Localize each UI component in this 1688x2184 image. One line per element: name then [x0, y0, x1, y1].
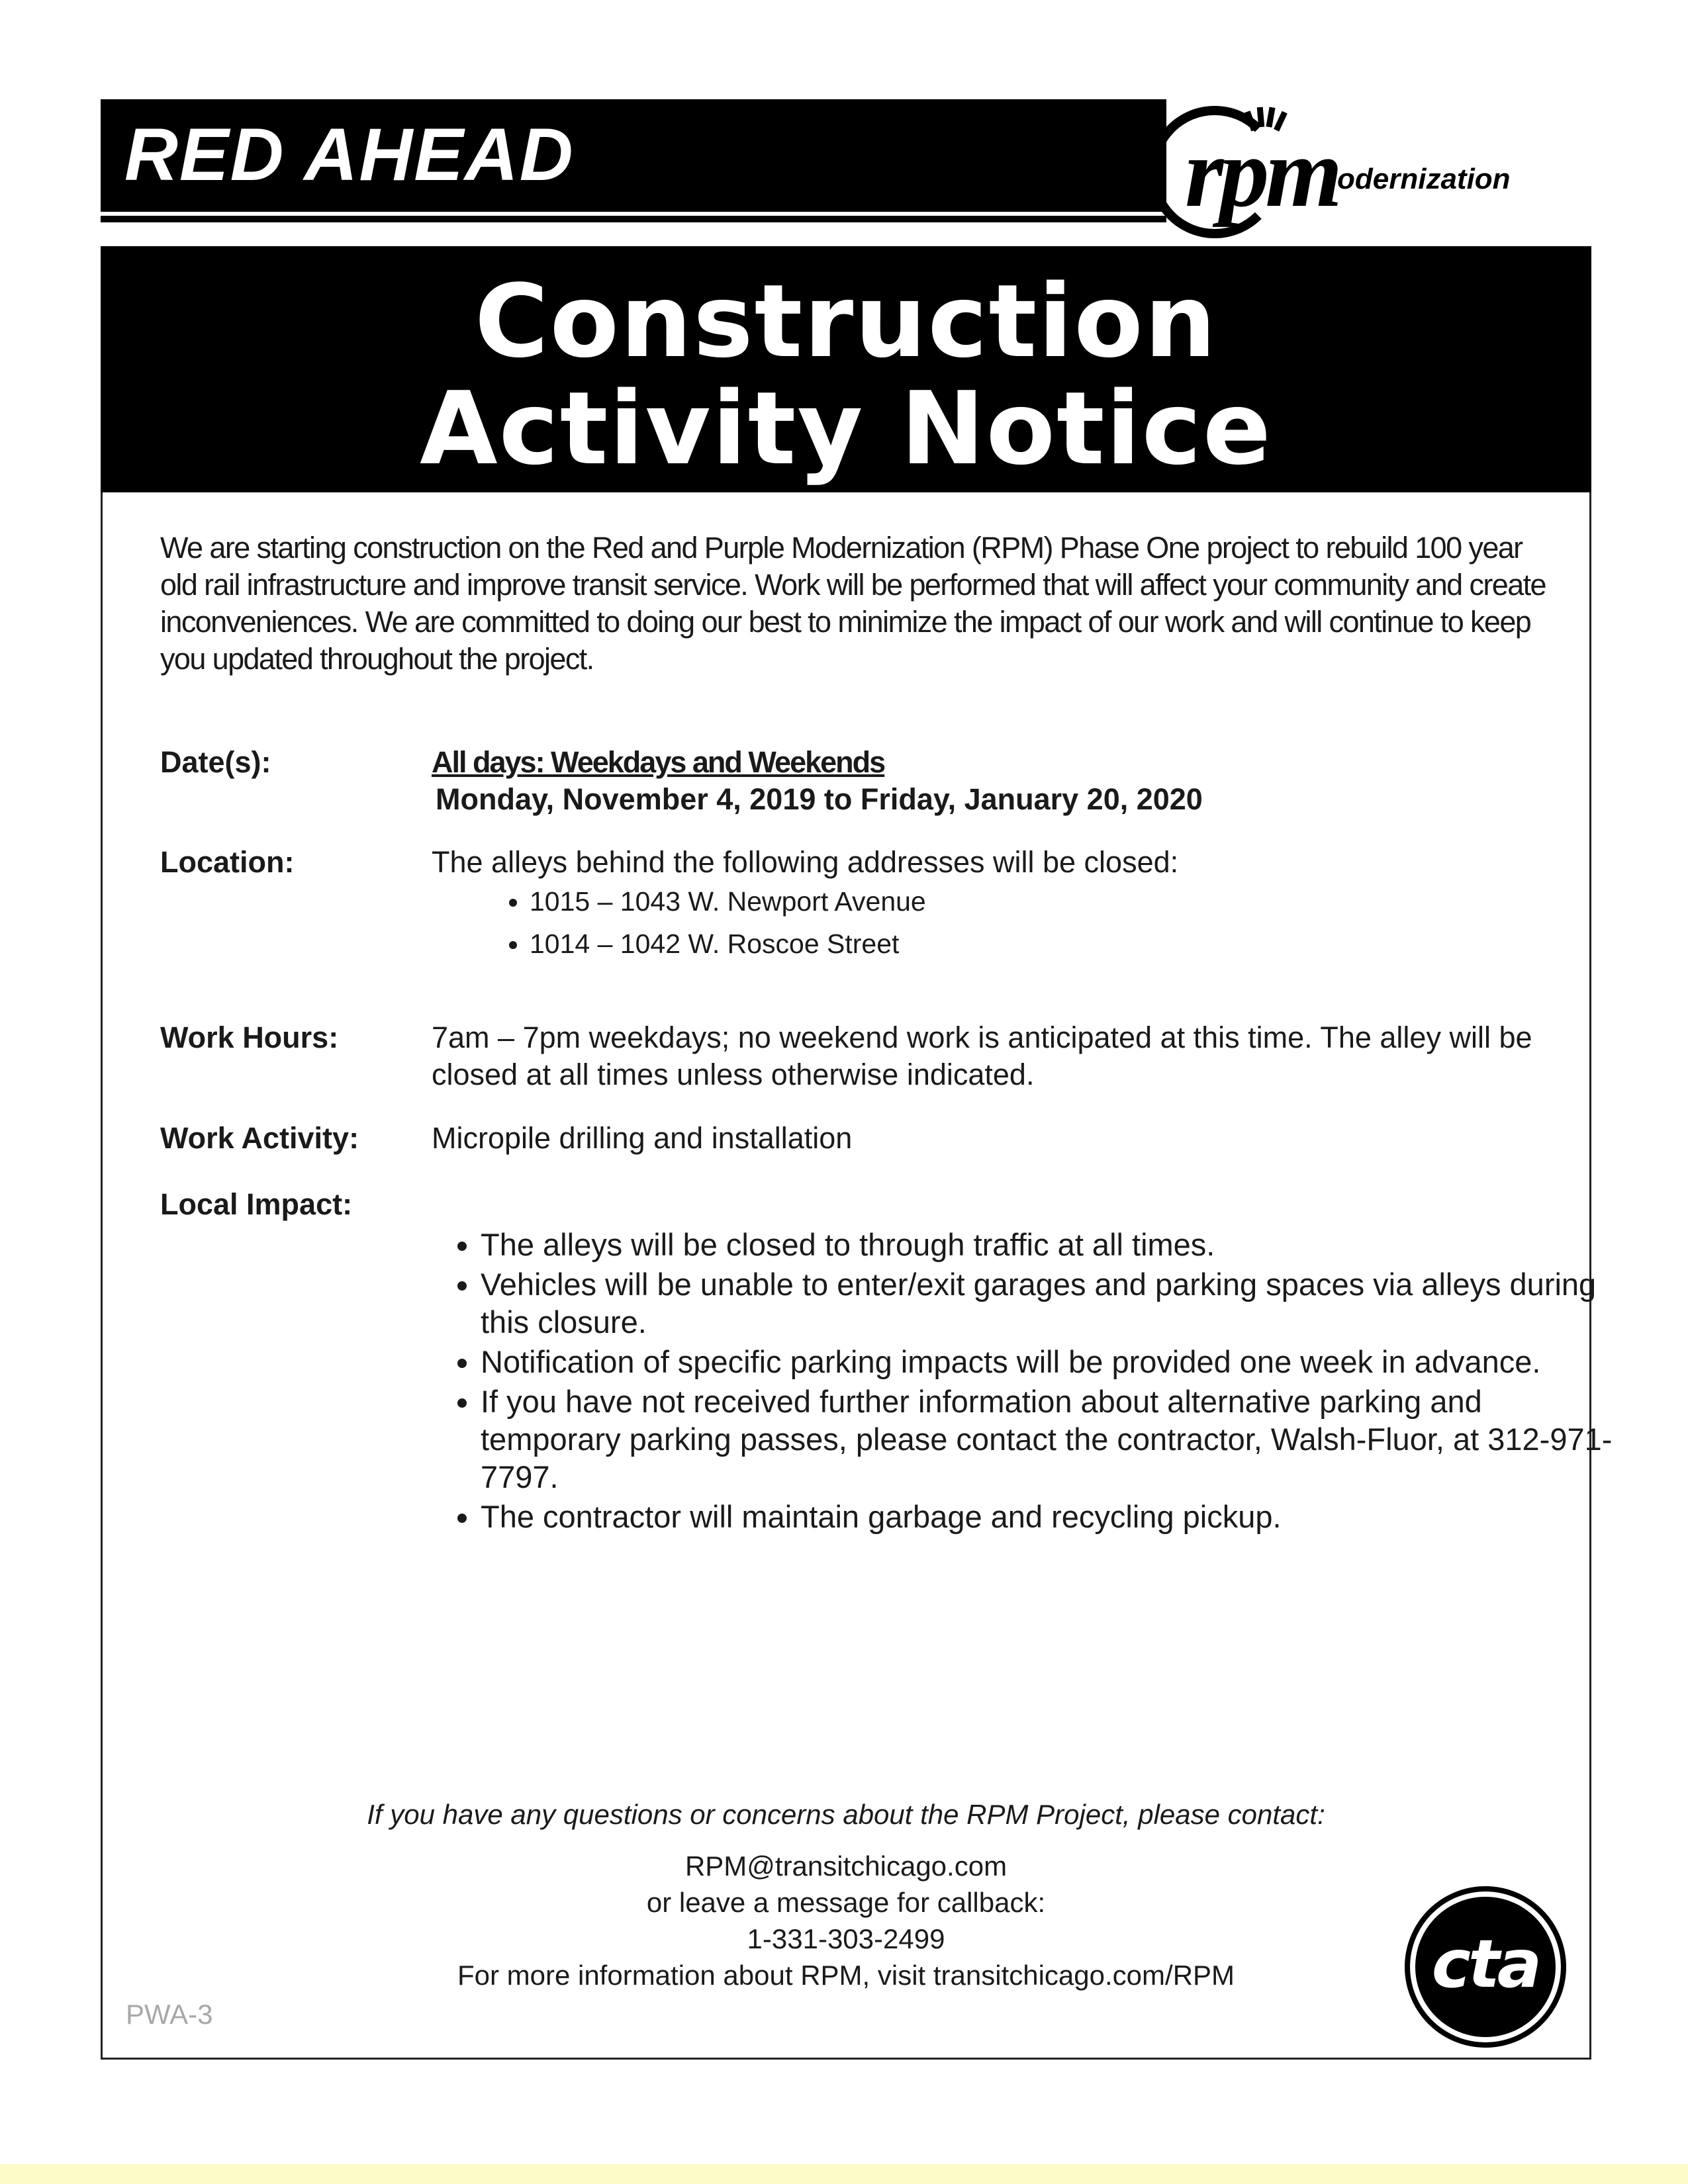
cta-logo-text: cta — [1431, 1925, 1540, 2003]
contact-question: If you have any questions or concerns about the RPM Project, please contact: — [367, 1799, 1325, 1830]
red-ahead-title: RED AHEAD — [124, 113, 575, 196]
form-code: PWA-3 — [126, 1999, 213, 2030]
work-activity-label: Work Activity: — [160, 1121, 359, 1155]
rpm-letters: rpm — [1185, 118, 1339, 228]
work-hours-text: 7am – 7pm weekdays; no weekend work is anticipated at this time. The alley will be closed at all times unless otherwise indicated. — [432, 1021, 1532, 1091]
list-item: • Notification of specific parking impacts will be provided one week in advance. — [481, 1343, 1619, 1381]
location-text: The alleys behind the following addresses will be closed: — [432, 845, 1179, 879]
banner-underline — [101, 216, 1166, 222]
list-item: • Vehicles will be unable to enter/exit garages and parking spaces via alleys during this closure. — [481, 1265, 1619, 1341]
list-item: • 1014 – 1042 W. Roscoe Street — [530, 923, 926, 965]
work-activity-text: Micropile drilling and installation — [432, 1121, 853, 1155]
list-item: • If you have not received further information about alternative parking and temporary parking passes, please contact the contractor, Walsh-Fluor, at 312-971-7797. — [481, 1383, 1619, 1496]
local-impact-label: Local Impact: — [160, 1187, 353, 1221]
title-line-2: Activity Notice — [420, 370, 1272, 487]
list-item: • 1015 – 1043 W. Newport Avenue — [530, 880, 926, 923]
location-label: Location: — [160, 845, 295, 879]
page-margin-band — [0, 2164, 1688, 2184]
contact-callback: or leave a message for callback: — [646, 1887, 1046, 1918]
contact-email: RPM@transitchicago.com — [684, 1850, 1008, 1882]
intro-paragraph: We are starting construction on the Red and Purple Modernization (RPM) Phase One project to rebuild 100 year old rail infrastructure and improve transit service. Work will be performed that will affect your community and create inconveniences. We are committed to doing our best to minimize the impact of our work and will continue to keep you updated throughout the project. — [160, 531, 1546, 676]
title-band — [101, 246, 1591, 492]
title-line-1: Construction — [475, 263, 1217, 380]
rpm-suffix: odernization — [1337, 163, 1511, 195]
rpm-modernization-logo — [1149, 99, 1572, 245]
work-hours-label: Work Hours: — [160, 1021, 339, 1054]
contact-more-info: For more information about RPM, visit transitchicago.com/RPM — [457, 1960, 1235, 1991]
dates-label: Date(s): — [160, 745, 271, 779]
address-list — [432, 880, 926, 965]
cta-logo — [1405, 1886, 1566, 2048]
contact-phone: 1-331-303-2499 — [747, 1923, 945, 1954]
dates-line-1: All days: Weekdays and Weekends — [432, 745, 885, 779]
list-item: • The alleys will be closed to through traffic at all times. — [481, 1226, 1619, 1263]
list-item: • The contractor will maintain garbage and recycling pickup. — [481, 1498, 1619, 1535]
dates-line-2: Monday, November 4, 2019 to Friday, January 20, 2020 — [436, 782, 1203, 816]
dates-value — [432, 744, 1557, 818]
local-impact-list — [432, 1226, 1619, 1537]
